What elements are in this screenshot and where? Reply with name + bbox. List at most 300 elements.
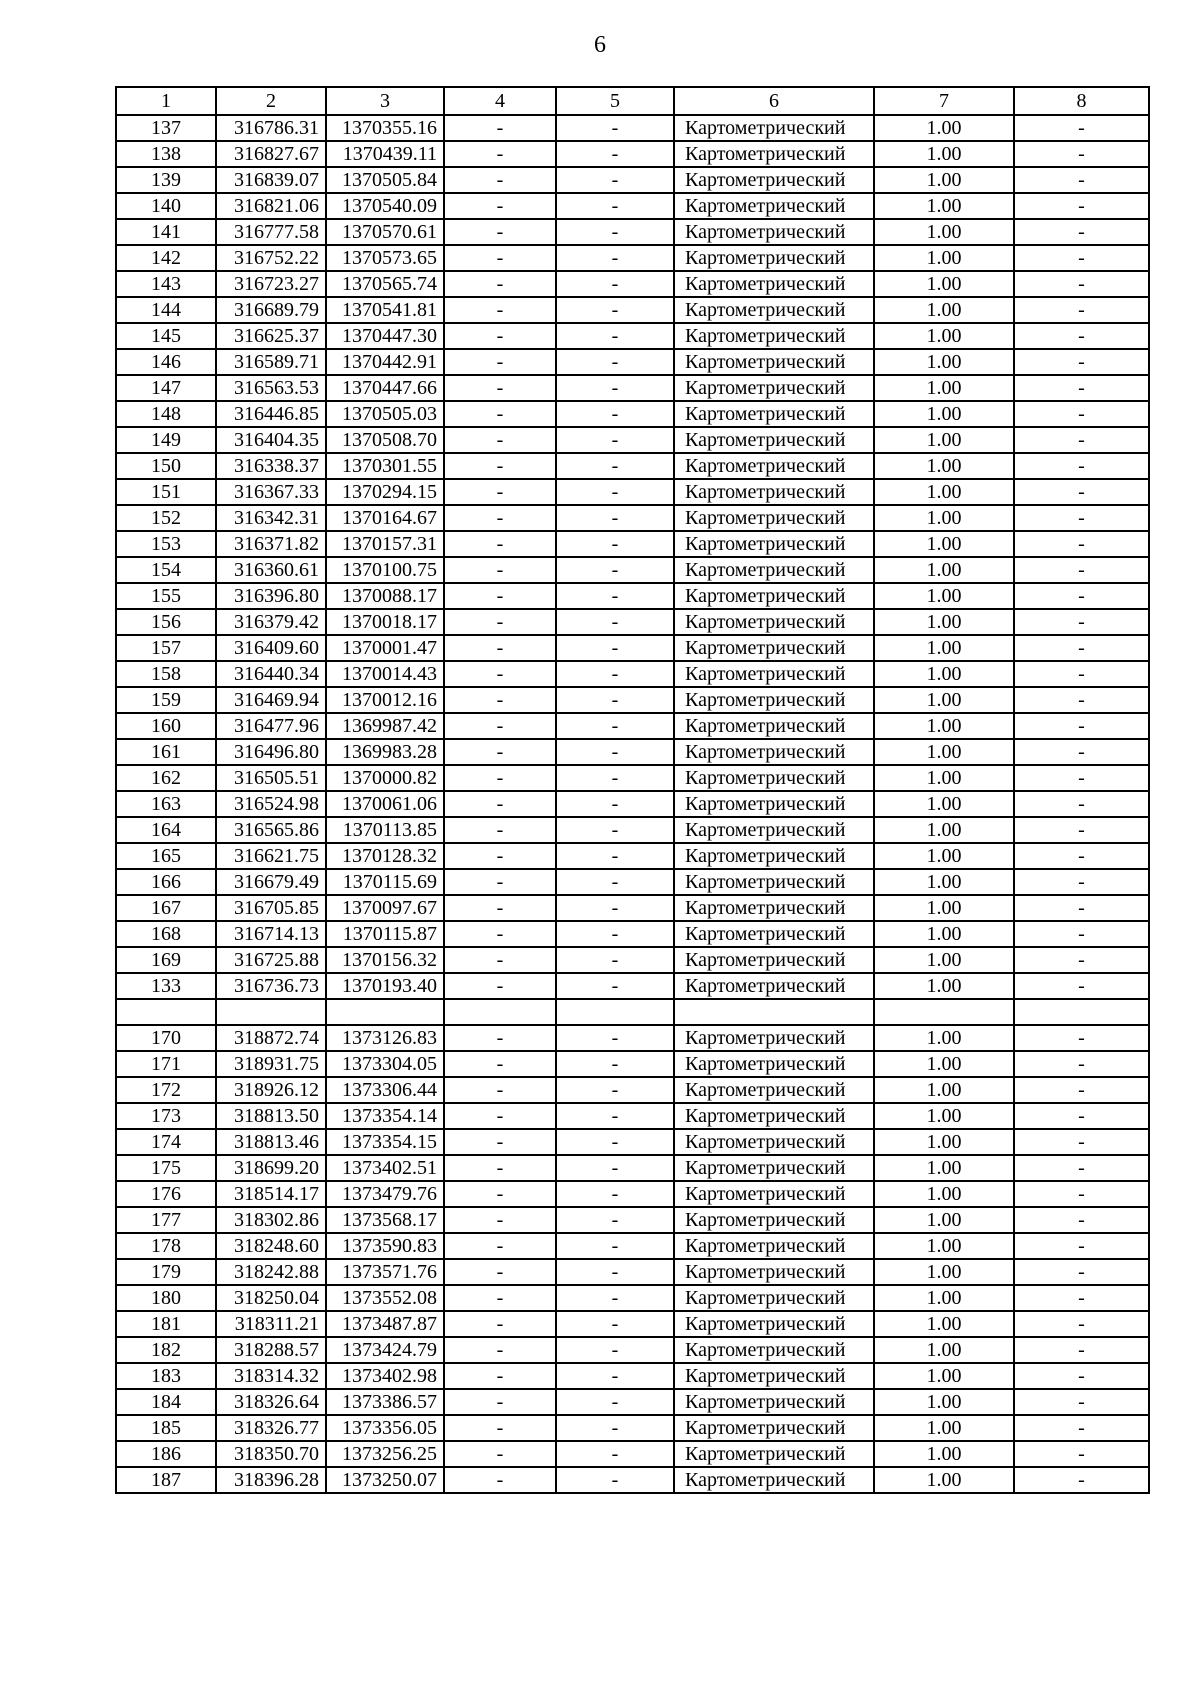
method-cell: Картометрический [674,1207,874,1233]
table-row [116,479,1149,505]
column-8-cell: - [1014,557,1149,583]
x-coordinate-cell: 318813.50 [216,1103,326,1129]
table-row [116,1337,1149,1363]
y-coordinate-cell: 1373354.14 [326,1103,444,1129]
x-coordinate-cell: 316589.71 [216,349,326,375]
point-number-cell: 137 [116,115,216,141]
method-cell: Картометрический [674,713,874,739]
column-4-cell: - [444,973,556,999]
y-coordinate-cell: 1373402.51 [326,1155,444,1181]
column-5-cell: - [556,323,674,349]
accuracy-cell: 1.00 [874,1311,1014,1337]
column-4-cell: - [444,1311,556,1337]
column-5-cell: - [556,375,674,401]
point-number-cell: 154 [116,557,216,583]
column-4-cell: - [444,427,556,453]
y-coordinate-cell: 1370565.74 [326,271,444,297]
column-8-cell: - [1014,375,1149,401]
column-5-cell: - [556,791,674,817]
column-4-cell: - [444,1233,556,1259]
column-4-cell: - [444,947,556,973]
column-5-cell: - [556,1285,674,1311]
accuracy-cell: 1.00 [874,869,1014,895]
point-number-cell: 153 [116,531,216,557]
column-5-cell: - [556,115,674,141]
column-5-cell: - [556,1259,674,1285]
y-coordinate-cell: 1370193.40 [326,973,444,999]
x-coordinate-cell: 318326.77 [216,1415,326,1441]
point-number-cell: 164 [116,817,216,843]
y-coordinate-cell: 1373568.17 [326,1207,444,1233]
accuracy-cell: 1.00 [874,635,1014,661]
column-8-cell: - [1014,661,1149,687]
method-cell: Картометрический [674,817,874,843]
column-5-cell: - [556,1155,674,1181]
method-cell: Картометрический [674,687,874,713]
x-coordinate-cell [216,999,326,1025]
method-cell: Картометрический [674,1285,874,1311]
accuracy-cell: 1.00 [874,661,1014,687]
column-8-cell: - [1014,1129,1149,1155]
column-4-cell: - [444,817,556,843]
y-coordinate-cell: 1370573.65 [326,245,444,271]
column-header: 1 [116,87,216,115]
column-5-cell: - [556,1077,674,1103]
table-row [116,1415,1149,1441]
column-5-cell: - [556,1363,674,1389]
x-coordinate-cell: 316524.98 [216,791,326,817]
column-4-cell [444,999,556,1025]
y-coordinate-cell: 1370113.85 [326,817,444,843]
table-row [116,921,1149,947]
y-coordinate-cell: 1370442.91 [326,349,444,375]
column-8-cell: - [1014,1103,1149,1129]
y-coordinate-cell: 1370097.67 [326,895,444,921]
column-4-cell: - [444,271,556,297]
accuracy-cell: 1.00 [874,765,1014,791]
column-4-cell: - [444,583,556,609]
x-coordinate-cell: 316786.31 [216,115,326,141]
column-5-cell: - [556,1233,674,1259]
table-row [116,375,1149,401]
accuracy-cell: 1.00 [874,1181,1014,1207]
column-5-cell: - [556,349,674,375]
point-number-cell: 161 [116,739,216,765]
point-number-cell: 181 [116,1311,216,1337]
point-number-cell: 142 [116,245,216,271]
x-coordinate-cell: 316338.37 [216,453,326,479]
point-number-cell: 169 [116,947,216,973]
accuracy-cell: 1.00 [874,453,1014,479]
x-coordinate-cell: 318926.12 [216,1077,326,1103]
table-row [116,583,1149,609]
column-8-cell: - [1014,167,1149,193]
column-4-cell: - [444,1415,556,1441]
x-coordinate-cell: 318514.17 [216,1181,326,1207]
column-5-cell: - [556,453,674,479]
column-4-cell: - [444,1129,556,1155]
column-4-cell: - [444,479,556,505]
column-8-cell: - [1014,505,1149,531]
column-4-cell: - [444,635,556,661]
table-row [116,765,1149,791]
accuracy-cell: 1.00 [874,1441,1014,1467]
table-row [116,1311,1149,1337]
column-8-cell: - [1014,609,1149,635]
method-cell: Картометрический [674,1103,874,1129]
column-5-cell: - [556,947,674,973]
y-coordinate-cell: 1370570.61 [326,219,444,245]
column-4-cell: - [444,1285,556,1311]
table-row [116,1077,1149,1103]
table-row [116,1155,1149,1181]
method-cell: Картометрический [674,1181,874,1207]
table-row [116,687,1149,713]
y-coordinate-cell: 1373487.87 [326,1311,444,1337]
point-number-cell: 166 [116,869,216,895]
method-cell: Картометрический [674,1155,874,1181]
x-coordinate-cell: 316360.61 [216,557,326,583]
column-8-cell: - [1014,245,1149,271]
column-8-cell: - [1014,1051,1149,1077]
column-8-cell: - [1014,323,1149,349]
accuracy-cell: 1.00 [874,349,1014,375]
method-cell: Картометрический [674,1051,874,1077]
column-5-cell: - [556,1129,674,1155]
column-8-cell: - [1014,349,1149,375]
column-5-cell: - [556,141,674,167]
point-number-cell: 138 [116,141,216,167]
method-cell: Картометрический [674,271,874,297]
column-8-cell: - [1014,141,1149,167]
method-cell: Картометрический [674,1311,874,1337]
x-coordinate-cell: 316505.51 [216,765,326,791]
column-4-cell: - [444,167,556,193]
accuracy-cell: 1.00 [874,557,1014,583]
x-coordinate-cell: 316477.96 [216,713,326,739]
accuracy-cell: 1.00 [874,1155,1014,1181]
y-coordinate-cell: 1370301.55 [326,453,444,479]
column-4-cell: - [444,141,556,167]
column-5-cell: - [556,1207,674,1233]
y-coordinate-cell: 1370088.17 [326,583,444,609]
column-4-cell: - [444,1441,556,1467]
column-8-cell: - [1014,479,1149,505]
column-8-cell: - [1014,739,1149,765]
table-row [116,713,1149,739]
table-row [116,1389,1149,1415]
method-cell: Картометрический [674,531,874,557]
table-row [116,1103,1149,1129]
column-8-cell: - [1014,635,1149,661]
column-8-cell: - [1014,1181,1149,1207]
y-coordinate-cell: 1370100.75 [326,557,444,583]
table-row [116,973,1149,999]
column-5-cell: - [556,609,674,635]
coordinates-table [115,86,1150,1494]
method-cell: Картометрический [674,765,874,791]
column-4-cell: - [444,453,556,479]
column-5-cell: - [556,1181,674,1207]
point-number-cell: 158 [116,661,216,687]
point-number-cell: 180 [116,1285,216,1311]
column-4-cell: - [444,765,556,791]
point-number-cell: 159 [116,687,216,713]
accuracy-cell: 1.00 [874,973,1014,999]
accuracy-cell: 1.00 [874,713,1014,739]
column-4-cell: - [444,1389,556,1415]
point-number-cell: 155 [116,583,216,609]
table-row [116,349,1149,375]
accuracy-cell: 1.00 [874,1077,1014,1103]
accuracy-cell: 1.00 [874,427,1014,453]
x-coordinate-cell: 316621.75 [216,843,326,869]
point-number-cell: 141 [116,219,216,245]
table-row [116,1441,1149,1467]
column-8-cell: - [1014,973,1149,999]
x-coordinate-cell: 318314.32 [216,1363,326,1389]
y-coordinate-cell: 1373402.98 [326,1363,444,1389]
column-4-cell: - [444,323,556,349]
x-coordinate-cell: 318872.74 [216,1025,326,1051]
column-5-cell: - [556,765,674,791]
accuracy-cell: 1.00 [874,739,1014,765]
column-5-cell: - [556,167,674,193]
table-row [116,115,1149,141]
method-cell: Картометрический [674,375,874,401]
y-coordinate-cell: 1370541.81 [326,297,444,323]
y-coordinate-cell: 1370001.47 [326,635,444,661]
column-8-cell: - [1014,401,1149,427]
table-row [116,245,1149,271]
y-coordinate-cell: 1370447.30 [326,323,444,349]
column-5-cell: - [556,245,674,271]
point-number-cell: 149 [116,427,216,453]
column-5-cell: - [556,1415,674,1441]
method-cell: Картометрический [674,661,874,687]
accuracy-cell: 1.00 [874,401,1014,427]
accuracy-cell: 1.00 [874,1233,1014,1259]
table-row [116,297,1149,323]
y-coordinate-cell: 1370508.70 [326,427,444,453]
accuracy-cell: 1.00 [874,1389,1014,1415]
column-4-cell: - [444,557,556,583]
column-4-cell: - [444,1467,556,1493]
column-8-cell: - [1014,1311,1149,1337]
point-number-cell: 151 [116,479,216,505]
column-8-cell: - [1014,1363,1149,1389]
point-number-cell: 163 [116,791,216,817]
point-number-cell: 167 [116,895,216,921]
column-5-cell: - [556,401,674,427]
point-number-cell: 177 [116,1207,216,1233]
column-5-cell: - [556,1025,674,1051]
x-coordinate-cell: 318813.46 [216,1129,326,1155]
accuracy-cell: 1.00 [874,921,1014,947]
point-number-cell: 179 [116,1259,216,1285]
column-5-cell: - [556,713,674,739]
point-number-cell: 162 [116,765,216,791]
x-coordinate-cell: 318699.20 [216,1155,326,1181]
column-5-cell: - [556,193,674,219]
y-coordinate-cell: 1370164.67 [326,505,444,531]
point-number-cell: 182 [116,1337,216,1363]
method-cell: Картометрический [674,1025,874,1051]
method-cell: Картометрический [674,1415,874,1441]
column-5-cell: - [556,921,674,947]
accuracy-cell: 1.00 [874,323,1014,349]
point-number-cell: 144 [116,297,216,323]
column-4-cell: - [444,739,556,765]
accuracy-cell: 1.00 [874,1285,1014,1311]
column-4-cell: - [444,1363,556,1389]
accuracy-cell: 1.00 [874,1025,1014,1051]
method-cell: Картометрический [674,505,874,531]
point-number-cell: 133 [116,973,216,999]
y-coordinate-cell: 1370294.15 [326,479,444,505]
column-8-cell: - [1014,791,1149,817]
column-8-cell [1014,999,1149,1025]
point-number-cell: 160 [116,713,216,739]
column-4-cell: - [444,1207,556,1233]
accuracy-cell: 1.00 [874,791,1014,817]
method-cell: Картометрический [674,1337,874,1363]
column-5-cell: - [556,973,674,999]
point-number-cell: 152 [116,505,216,531]
y-coordinate-cell: 1370018.17 [326,609,444,635]
method-cell: Картометрический [674,791,874,817]
y-coordinate-cell: 1373250.07 [326,1467,444,1493]
point-number-cell [116,999,216,1025]
accuracy-cell: 1.00 [874,141,1014,167]
y-coordinate-cell: 1373590.83 [326,1233,444,1259]
y-coordinate-cell: 1370061.06 [326,791,444,817]
y-coordinate-cell: 1373479.76 [326,1181,444,1207]
y-coordinate-cell: 1373552.08 [326,1285,444,1311]
column-5-cell [556,999,674,1025]
x-coordinate-cell: 316446.85 [216,401,326,427]
point-number-cell: 165 [116,843,216,869]
method-cell: Картометрический [674,921,874,947]
accuracy-cell: 1.00 [874,245,1014,271]
x-coordinate-cell: 316367.33 [216,479,326,505]
column-4-cell: - [444,1155,556,1181]
table-row [116,843,1149,869]
point-number-cell: 185 [116,1415,216,1441]
accuracy-cell: 1.00 [874,1467,1014,1493]
point-number-cell: 146 [116,349,216,375]
column-8-cell: - [1014,869,1149,895]
column-5-cell: - [556,1467,674,1493]
x-coordinate-cell: 316714.13 [216,921,326,947]
point-number-cell: 175 [116,1155,216,1181]
x-coordinate-cell: 316496.80 [216,739,326,765]
column-8-cell: - [1014,1233,1149,1259]
accuracy-cell: 1.00 [874,895,1014,921]
y-coordinate-cell: 1370000.82 [326,765,444,791]
x-coordinate-cell: 318242.88 [216,1259,326,1285]
column-4-cell: - [444,791,556,817]
method-cell: Картометрический [674,947,874,973]
y-coordinate-cell: 1370355.16 [326,115,444,141]
accuracy-cell: 1.00 [874,505,1014,531]
table-row [116,505,1149,531]
column-5-cell: - [556,1337,674,1363]
column-header: 5 [556,87,674,115]
table-row [116,531,1149,557]
column-8-cell: - [1014,1389,1149,1415]
column-header: 8 [1014,87,1149,115]
accuracy-cell: 1.00 [874,817,1014,843]
x-coordinate-cell: 318250.04 [216,1285,326,1311]
y-coordinate-cell [326,999,444,1025]
table-row [116,869,1149,895]
method-cell: Картометрический [674,1129,874,1155]
column-8-cell: - [1014,1259,1149,1285]
column-5-cell: - [556,505,674,531]
x-coordinate-cell: 318350.70 [216,1441,326,1467]
table-row [116,271,1149,297]
column-8-cell: - [1014,193,1149,219]
y-coordinate-cell: 1373304.05 [326,1051,444,1077]
point-number-cell: 145 [116,323,216,349]
column-8-cell: - [1014,1415,1149,1441]
accuracy-cell: 1.00 [874,531,1014,557]
point-number-cell: 150 [116,453,216,479]
y-coordinate-cell: 1370157.31 [326,531,444,557]
column-4-cell: - [444,1337,556,1363]
column-8-cell: - [1014,895,1149,921]
column-4-cell: - [444,349,556,375]
table-row [116,323,1149,349]
y-coordinate-cell: 1369983.28 [326,739,444,765]
column-5-cell: - [556,297,674,323]
accuracy-cell: 1.00 [874,271,1014,297]
point-number-cell: 173 [116,1103,216,1129]
x-coordinate-cell: 318288.57 [216,1337,326,1363]
method-cell: Картометрический [674,1259,874,1285]
x-coordinate-cell: 316440.34 [216,661,326,687]
column-8-cell: - [1014,1467,1149,1493]
y-coordinate-cell: 1373424.79 [326,1337,444,1363]
x-coordinate-cell: 316371.82 [216,531,326,557]
method-cell: Картометрический [674,115,874,141]
point-number-cell: 186 [116,1441,216,1467]
column-5-cell: - [556,583,674,609]
column-4-cell: - [444,531,556,557]
column-4-cell: - [444,1077,556,1103]
column-5-cell: - [556,427,674,453]
x-coordinate-cell: 316752.22 [216,245,326,271]
column-4-cell: - [444,1181,556,1207]
y-coordinate-cell: 1373386.57 [326,1389,444,1415]
column-4-cell: - [444,687,556,713]
column-8-cell: - [1014,1285,1149,1311]
x-coordinate-cell: 316404.35 [216,427,326,453]
accuracy-cell: 1.00 [874,115,1014,141]
method-cell: Картометрический [674,219,874,245]
x-coordinate-cell: 316379.42 [216,609,326,635]
table-row [116,791,1149,817]
table-row [116,1207,1149,1233]
y-coordinate-cell: 1373306.44 [326,1077,444,1103]
accuracy-cell: 1.00 [874,947,1014,973]
x-coordinate-cell: 316689.79 [216,297,326,323]
x-coordinate-cell: 316679.49 [216,869,326,895]
column-header: 4 [444,87,556,115]
column-header: 6 [674,87,874,115]
x-coordinate-cell: 316725.88 [216,947,326,973]
